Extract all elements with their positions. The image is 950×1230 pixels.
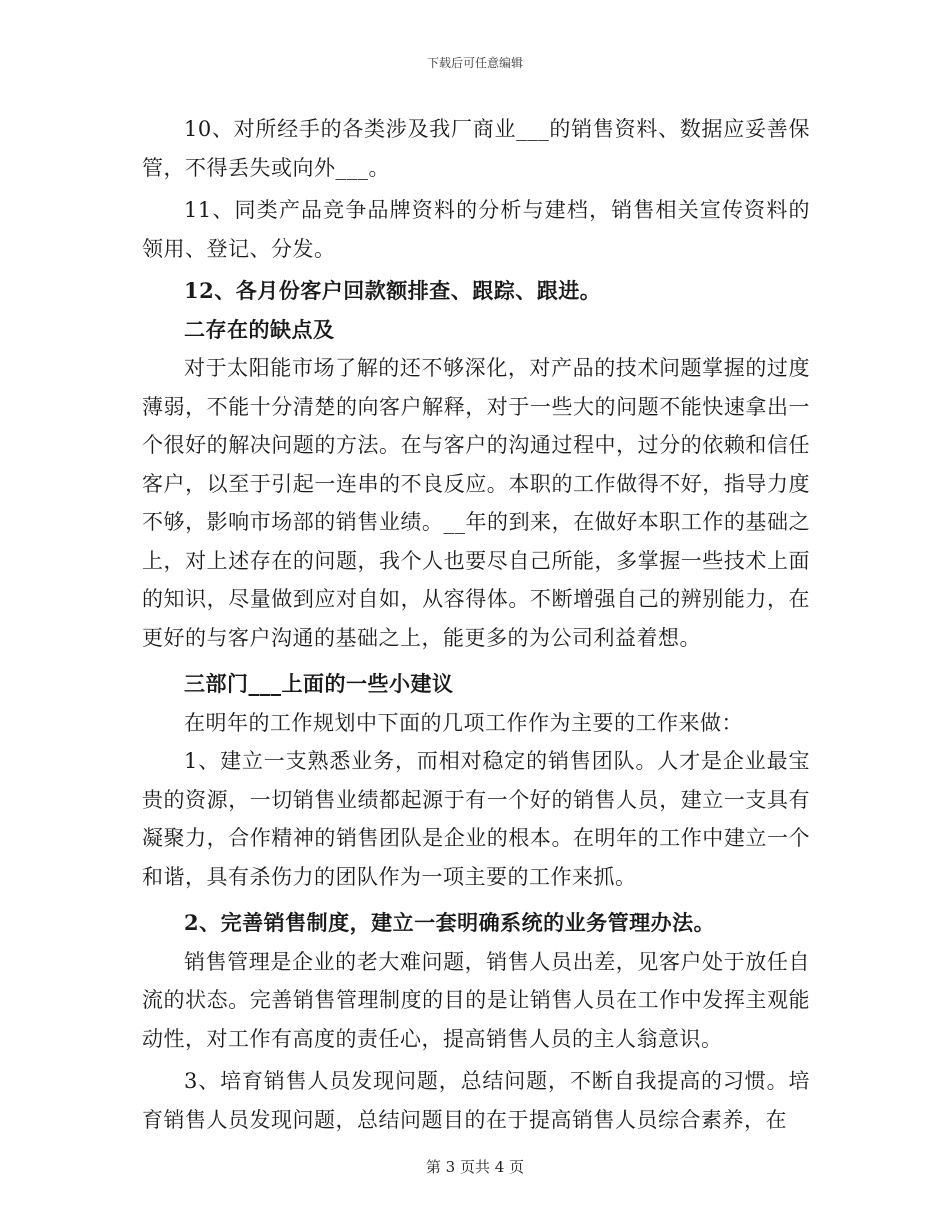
paragraph-suggestion-1: 1、建立一支熟悉业务，而相对稳定的销售团队。人才是企业最宝贵的资源，一切销售业绩都起源于有一个好的销售人员，建立一支具有凝聚力，合作精神的销售团队是企业的根本。在明年的工作中建立一个和谐，具有杀伤力的团队作为一项主要的工作来抓。 [142, 749, 810, 889]
section-heading-shortcomings: 二存在的缺点及 [184, 316, 335, 342]
paragraph-suggestion-3: 3、培育销售人员发现问题，总结问题，不断自我提高的习惯。培育销售人员发现问题，总结问题目的在于提高销售人员综合素养，在 [142, 1069, 810, 1132]
document-body [142, 110, 810, 1139]
paragraph-item-11: 11、同类产品竞争品牌资料的分析与建档，销售相关宣传资料的领用、登记、分发。 [142, 198, 810, 261]
section-heading-suggestions: 三部门___上面的一些小建议 [184, 671, 454, 696]
page-header: 下载后可任意编辑 [426, 56, 523, 70]
paragraph-item-12: 12、各月份客户回款额排查、跟踪、跟进。 [184, 278, 602, 303]
paragraph-suggestion-2-heading: 2、完善销售制度，建立一套明确系统的业务管理办法。 [184, 910, 716, 935]
paragraph-suggestion-2-body: 销售管理是企业的老大难问题，销售人员出差，见客户处于放任自流的状态。完善销售管理制度的目的是让销售人员在工作中发挥主观能动性，对工作有高度的责任心，提高销售人员的主人翁意识。 [142, 949, 810, 1051]
paragraph-shortcomings-body: 对于太阳能市场了解的还不够深化，对产品的技术问题掌握的过度薄弱，不能十分清楚的向客户解释，对于一些大的问题不能快速拿出一个很好的解决问题的方法。在与客户的沟通过程中，过分的依赖和信任客户，以至于引起一连串的不良反应。本职的工作做得不好，指导力度不够，影响市场部的销售业绩。__年的到来，在做好本职工作的基础之上，对上述存在的问题，我个人也要尽自己所能，多掌握一些技术上面的知识，尽量做到应对自如，从容得体。不断增强自己的辨别能力，在更好的与客户沟通的基础之上，能更多的为公司利益着想。 [142, 356, 810, 650]
paragraph-item-10: 10、对所经手的各类涉及我厂商业___的销售资料、数据应妥善保管，不得丢失或向外___。 [142, 117, 810, 180]
paragraph-suggestions-intro: 在明年的工作规划中下面的几项工作作为主要的工作来做： [184, 710, 743, 735]
page-number-footer: 第 3 页共 4 页 [425, 1158, 525, 1176]
